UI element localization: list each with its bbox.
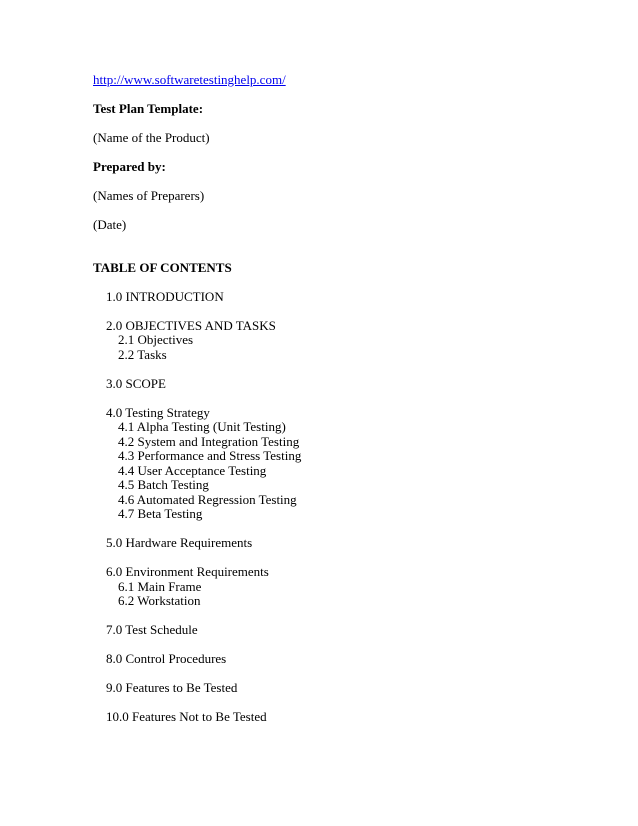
toc-section [106,710,593,725]
document-page [93,73,593,739]
toc-subentry: 4.1 Alpha Testing (Unit Testing) [118,419,286,434]
toc-subentry: 2.1 Objectives [118,332,194,347]
toc-subentry: 2.2 Tasks [118,346,167,362]
toc-subentry: 4.7 Beta Testing [118,506,203,521]
toc-section [106,536,593,551]
doc-title: Test Plan Template: [93,101,204,116]
toc-subentry: 4.2 System and Integration Testing [118,433,300,449]
toc-subentry: 4.3 Performance and Stress Testing [118,448,302,463]
toc-title: TABLE OF CONTENTS [93,259,232,275]
toc-section [106,406,593,522]
toc-subentry: 4.6 Automated Regression Testing [118,491,297,507]
toc-subentry: 4.4 User Acceptance Testing [118,462,267,478]
toc-entry: 5.0 Hardware Requirements [106,535,253,550]
website-link[interactable]: http://www.softwaretestinghelp.com/ [93,72,286,87]
toc-section [106,681,593,696]
toc-entry: 6.0 Environment Requirements [106,564,269,579]
toc-entry: 7.0 Test Schedule [106,622,198,637]
toc-section [106,565,593,609]
toc-section [106,319,593,363]
toc-subentry: 6.1 Main Frame [118,578,202,594]
toc-entry: 4.0 Testing Strategy [106,404,210,420]
toc-section [106,377,593,392]
product-name: (Name of the Product) [93,130,210,145]
toc-entry: 9.0 Features to Be Tested [106,680,238,695]
toc-entry: 8.0 Control Procedures [106,651,227,666]
table-of-contents [93,290,593,725]
header-line [93,73,593,88]
toc-section [106,290,593,305]
doc-date: (Date) [93,217,127,232]
toc-entry: 2.0 OBJECTIVES AND TASKS [106,317,276,333]
toc-entry: 10.0 Features Not to Be Tested [106,709,267,724]
toc-section [106,652,593,667]
toc-subentry: 4.5 Batch Testing [118,477,209,492]
toc-entry: 3.0 SCOPE [106,375,166,391]
toc-subentry: 6.2 Workstation [118,593,201,608]
preparers-names: (Names of Preparers) [93,188,205,203]
toc-entry: 1.0 INTRODUCTION [106,288,224,304]
prepared-by-label: Prepared by: [93,159,166,174]
toc-section [106,623,593,638]
